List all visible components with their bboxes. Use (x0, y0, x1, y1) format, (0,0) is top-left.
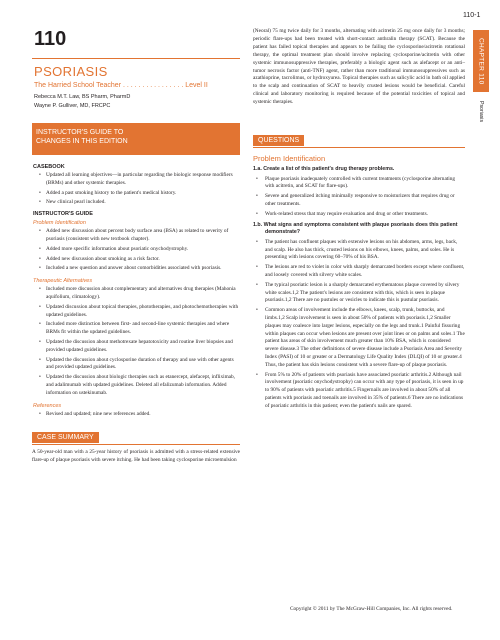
chapter-side-tab (472, 30, 490, 130)
list-item: • Severe and generalized itching minimally responsive to moisturizers that requires drug or other treatments. (253, 193, 465, 209)
question-1a: 1.a. Create a list of this patient's drug therapy problems. (253, 166, 395, 173)
author: Rebecca M.T. Law, BS Pharm, PharmD (34, 94, 131, 100)
case-level: Level II (185, 82, 208, 89)
casebook-heading: CASEBOOK (33, 164, 65, 170)
questions-header (253, 129, 465, 148)
list-item: • The lesions are red to violet in color with sharply demarcated borders except where confluent, and loosely covered with silvery white scales. (253, 264, 465, 280)
list-item: • Added new discussion about smoking as a risk factor. (32, 256, 240, 264)
list-item: • Added a past smoking history to the patient's medical history. (32, 190, 240, 198)
list-item: • Updated the discussion about biologic therapies such as etanercept, alefacept, infliximab, and adalimumab with updated guidelines. Deleted all efalizumab information. Added information on ustekinumab. (32, 374, 240, 397)
list-item: • Included more discussion about complementary and alternatives drug therapies (Mahonia aquifolium, climatology). (32, 286, 240, 302)
side-tab-chapter: CHAPTER 110 (473, 30, 489, 92)
author: Wayne P. Gulliver, MD, FRCPC (34, 102, 111, 109)
list-item: • Added new discussion about percent body surface area (BSA) as related to severity of psoriasis (consistent with new textbook chapter). (32, 228, 240, 244)
list-item: • Included more distinction between first- and second-line systemic therapies and where BRMs fit within the updated guidelines. (32, 321, 240, 337)
problem-identification-heading: Problem Identification (253, 154, 326, 164)
guide-box-line: CHANGES IN THIS EDITION (36, 137, 128, 145)
list-item: • The typical psoriatic lesion is a sharply demarcated erythematous plaque covered by silvery white scales.1,2 The patient's lesions are consistent with this, which is seen in plaque psoriasis.1,2 There are no pustules or vesicles to indicate this is pustular psoriasis. (253, 282, 465, 305)
copyright-notice: Copyright © 2011 by The McGraw-Hill Companies, Inc. All rights reserved. (290, 606, 453, 612)
chapter-number: 110 (34, 28, 67, 50)
questions-rule (253, 147, 465, 148)
case-summary-heading: CASE SUMMARY (32, 432, 99, 443)
list-item: • From 5% to 20% of patients with psoriasis have associated psoriatic arthritis.2 Although nail involvement (psoriatic onychodystrophy) can occur with any type of psoriasis, it is seen in up to 90% of patients with psoriatic arthritis.5 Fingernails are involved in about 50% of all patients with psoriasis and toenails are involved in 35% of patients.6 There are no indications of psoriatic arthritis in this patient; even the patient's nails are spared. (253, 372, 465, 411)
question-1b: 1.b. What signs and symptoms consistent with plaque psoriasis does this patient demonstrate? (253, 221, 458, 236)
references-list (32, 411, 240, 419)
list-item: • Updated the discussion about methotrexate hepatotoxicity and routine liver biopsies and provided updated guidelines. (32, 339, 240, 355)
list-item: • Common areas of involvement include the elbows, knees, scalp, trunk, buttocks, and limbs.1,2 Scalp involvement is seen in about 50% of patients with psoriasis.1,2 Smaller plaques may coalesce into larger lesions, especially on the legs and trunk.1 Painful fissuring within plaques can occur when lesions are present over joint lines or on palms and soles.1 The patient has areas of skin involvement much greater than 10% BSA, which is considered severe disease.3 The other definitions of severe disease include a Psoriasis Area and Severity Index (PASI) of 10 or greater or a Dermatology Life Quality Index (DLQI) of 10 or greater.4 Thus, the patient has skin lesions consistent with a severe flare-up of plaque psoriasis. (253, 307, 465, 369)
question-1a-answers (253, 176, 465, 219)
case-summary-text: A 50-year-old man with a 25-year history of psoriasis is admitted with a stress-related extensive flare-up of plaque psoriasis with severe itching. He had been taking cyclosporine microemulsion (32, 449, 240, 464)
list-item: • The patient has confluent plaques with extensive lesions on his abdomen, arms, legs, back, and scalp. He also has thick, crusted lesions on his elbows, knees, palms, and soles. He is presenting with lesions covering 60–70% of his BSA. (253, 239, 465, 262)
title-leader: . . . . . . . . . . . . . . . . (122, 82, 184, 89)
problem-identification-subheading: Problem Identification (33, 220, 86, 227)
list-item: • Revised and updated; nine new references added. (32, 411, 240, 419)
problem-identification-list (32, 228, 240, 273)
list-item: • Plaque psoriasis inadequately controlled with current treatments (cyclosporine alternating with acitretin, and SCAT for flare-ups). (253, 176, 465, 192)
list-item: • Work-related stress that may require evaluation and drug or other treatments. (253, 211, 465, 219)
side-tab-topic: Psoriasis (478, 101, 484, 123)
left-column (32, 28, 240, 465)
questions-heading: QUESTIONS (253, 135, 304, 146)
list-item: • Updated discussion about topical therapies, phototherapies, and photochemotherapies with updated guidelines. (32, 304, 240, 320)
instructors-guide-heading: INSTRUCTOR'S GUIDE (33, 211, 93, 218)
instructors-guide-box (32, 123, 240, 155)
list-item: • Updated the discussion about cyclosporine duration of therapy and use with other agents and provided updated guidelines. (32, 357, 240, 373)
list-item: • Updated all learning objectives—in particular regarding the biologic response modifiers (BRMs) and other systemic therapies. (32, 172, 240, 188)
list-item: • Added more specific information about psoriatic onychodystrophy. (32, 246, 240, 254)
question-1b-answers (253, 239, 465, 411)
references-subheading: References (33, 402, 62, 409)
page-number: 110-1 (463, 12, 481, 19)
case-subtitle: The Harried School Teacher (34, 82, 122, 89)
list-item: • New clinical pearl included. (32, 199, 240, 207)
right-column (253, 28, 465, 413)
therapeutic-alternatives-list (32, 286, 240, 397)
case-summary-rule (32, 444, 240, 445)
casebook-list (32, 172, 240, 207)
therapeutic-alternatives-subheading: Therapeutic Alternatives (33, 278, 93, 285)
chapter-rule (32, 58, 240, 59)
case-summary-header (32, 426, 240, 445)
case-summary-continued: (Neoral) 75 mg twice daily for 3 months, alternating with acitretin 25 mg once daily for 3 months; periodic flare-ups had been treated with short-contact anthralin therapy (SCAT). Because the patient has failed topical therapies and appears to be failing the cyclosporine/acitretin rotational therapy, the optimal treatment plan should involve replacing cyclosporine/acitretin with other systemic immunosuppressive therapies, preferably a biologic agent such as alefacept or an anti–tumor necrosis factor (anti-TNF) agent, rather than more traditional immunosuppressives such as azathioprine, tacrolimus, or hydroxyurea. Topical therapies such as salicylic acid in bath oil applied to the scalp and continuation of SCAT to heavily crusted lesions would be beneficial. Careful clinical and laboratory monitoring is required because of the potential toxicities of topical and systemic therapies. (253, 28, 465, 106)
list-item: • Included a new question and answer about comorbidities associated with psoriasis. (32, 265, 240, 273)
chapter-title: PSORIASIS (34, 64, 108, 79)
case-title-line (34, 82, 240, 89)
guide-box-line: INSTRUCTOR'S GUIDE TO (36, 129, 124, 136)
